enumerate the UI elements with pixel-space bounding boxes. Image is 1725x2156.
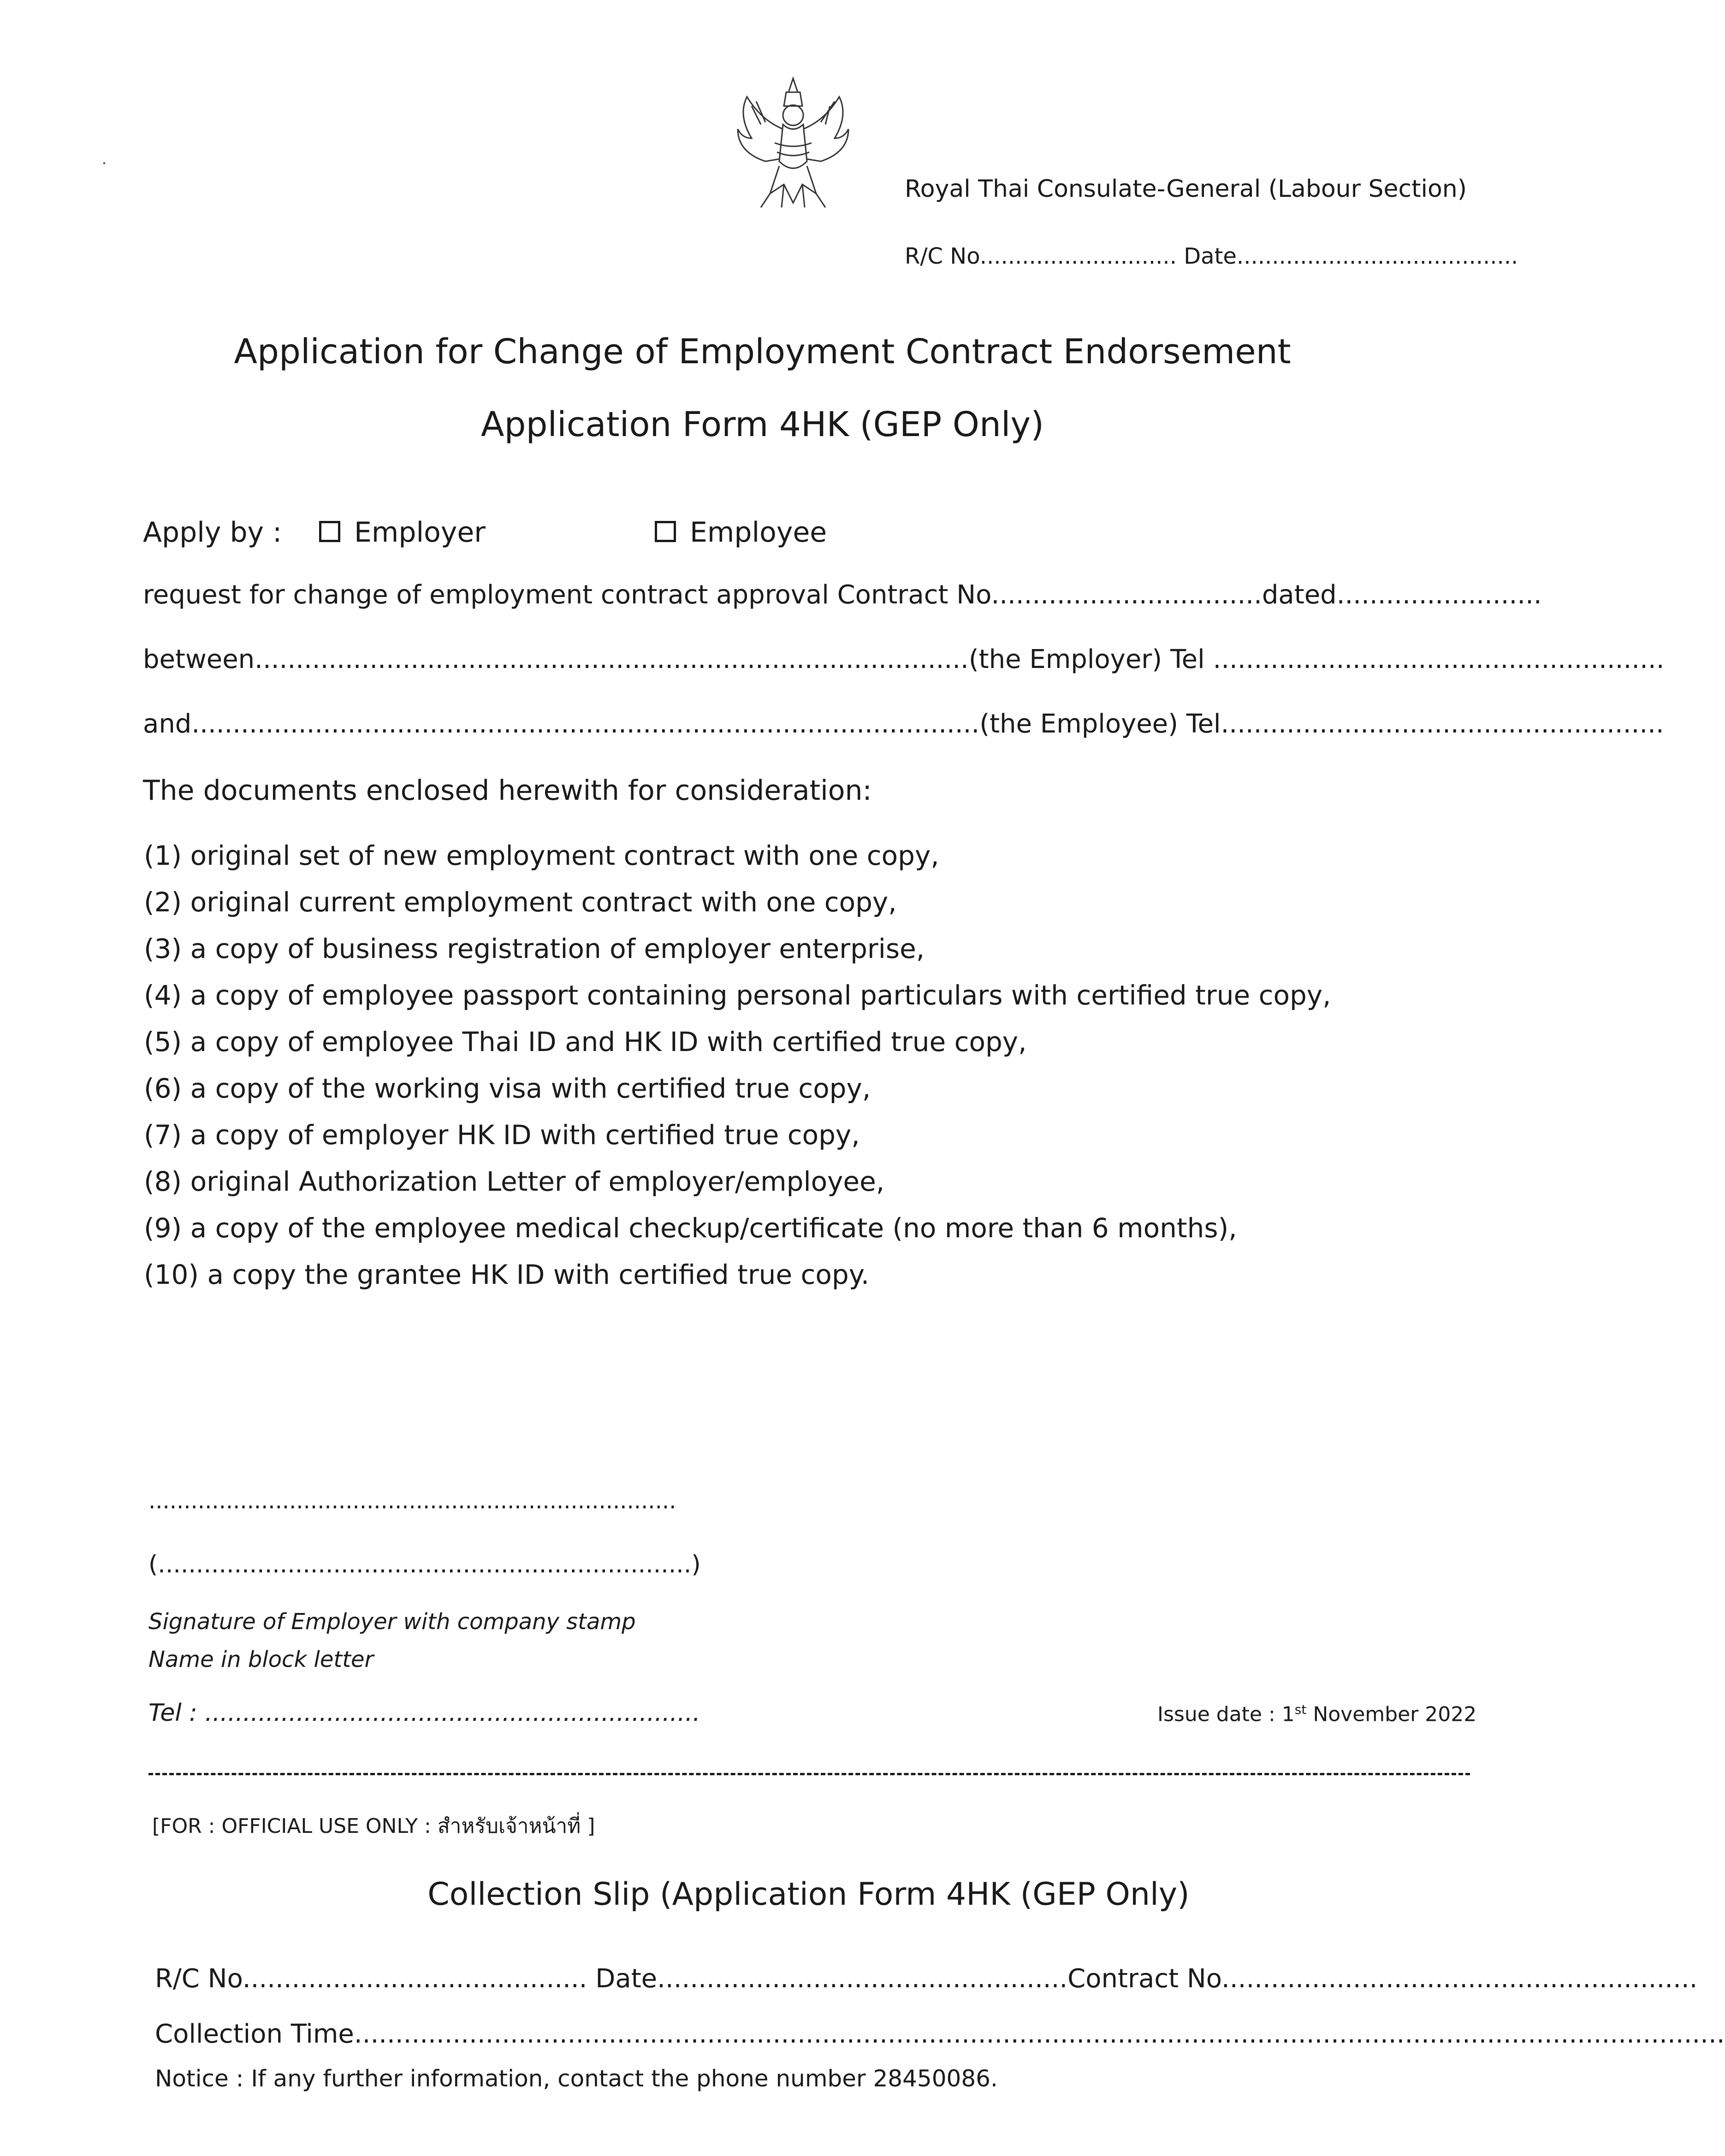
document-item: (3) a copy of business registration of employer enterprise, bbox=[144, 933, 925, 964]
rc-number-date-field[interactable]: R/C No............................ Date........................................ bbox=[905, 243, 1518, 269]
employee-field[interactable]: and................................................................................................(the Employee) Tel...................................................... bbox=[143, 709, 1664, 739]
slip-rc-date-contract-field[interactable]: R/C No.......................................... Date..................................................Contract No.......................................................... bbox=[155, 1964, 1698, 1994]
name-block-line[interactable]: (......................................................................) bbox=[148, 1551, 701, 1578]
document-item: (7) a copy of employer HK ID with certified true copy, bbox=[144, 1119, 860, 1151]
garuda-emblem-icon bbox=[719, 69, 867, 217]
document-item: (1) original set of new employment contract with one copy, bbox=[144, 840, 939, 871]
document-item: (2) original current employment contract with one copy, bbox=[144, 886, 897, 918]
signature-line[interactable]: ........................................................................... bbox=[148, 1488, 676, 1514]
signature-caption: Signature of Employer with company stamp bbox=[148, 1609, 636, 1635]
consulate-name: Royal Thai Consulate-General (Labour Section) bbox=[905, 175, 1467, 203]
issue-date: Issue date : 1st November 2022 bbox=[1157, 1702, 1477, 1726]
employer-option-label: Employer bbox=[354, 516, 486, 549]
document-item: (9) a copy of the employee medical checkup/certificate (no more than 6 months), bbox=[144, 1212, 1237, 1244]
form-subtitle: Application Form 4HK (GEP Only) bbox=[480, 405, 1044, 444]
apply-by-label: Apply by : bbox=[143, 516, 282, 549]
document-item: (8) original Authorization Letter of employer/employee, bbox=[144, 1166, 885, 1197]
employer-field[interactable]: between.......................................................................................(the Employer) Tel ....................................................... bbox=[143, 644, 1665, 674]
documents-heading: The documents enclosed herewith for consideration: bbox=[143, 774, 872, 807]
notice-text: Notice : If any further information, contact the phone number 28450086. bbox=[155, 2065, 998, 2092]
official-use-label: [FOR : OFFICIAL USE ONLY : สำหรับเจ้าหน้าที่ ] bbox=[152, 1814, 595, 1838]
tel-field[interactable]: Tel : ................................................................. bbox=[148, 1699, 700, 1727]
form-title: Application for Change of Employment Contract Endorsement bbox=[234, 332, 1291, 372]
name-caption: Name in block letter bbox=[148, 1647, 374, 1672]
document-item: (5) a copy of employee Thai ID and HK ID with certified true copy, bbox=[144, 1026, 1027, 1057]
employee-option-label: Employee bbox=[690, 516, 827, 549]
collection-slip-title: Collection Slip (Application Form 4HK (GEP Only) bbox=[427, 1876, 1190, 1913]
cut-line-divider bbox=[148, 1773, 1470, 1775]
stray-mark bbox=[103, 162, 105, 164]
document-item: (6) a copy of the working visa with certified true copy, bbox=[144, 1073, 871, 1104]
collection-time-field[interactable]: Collection Time....................................................................................................................................................................... bbox=[155, 2019, 1725, 2049]
employee-checkbox[interactable] bbox=[655, 521, 676, 542]
employer-checkbox[interactable] bbox=[319, 521, 340, 542]
document-item: (10) a copy the grantee HK ID with certified true copy. bbox=[144, 1259, 870, 1290]
document-item: (4) a copy of employee passport containing personal particulars with certified true copy, bbox=[144, 980, 1331, 1011]
contract-number-field[interactable]: request for change of employment contract approval Contract No.................................dated......................... bbox=[143, 580, 1542, 610]
